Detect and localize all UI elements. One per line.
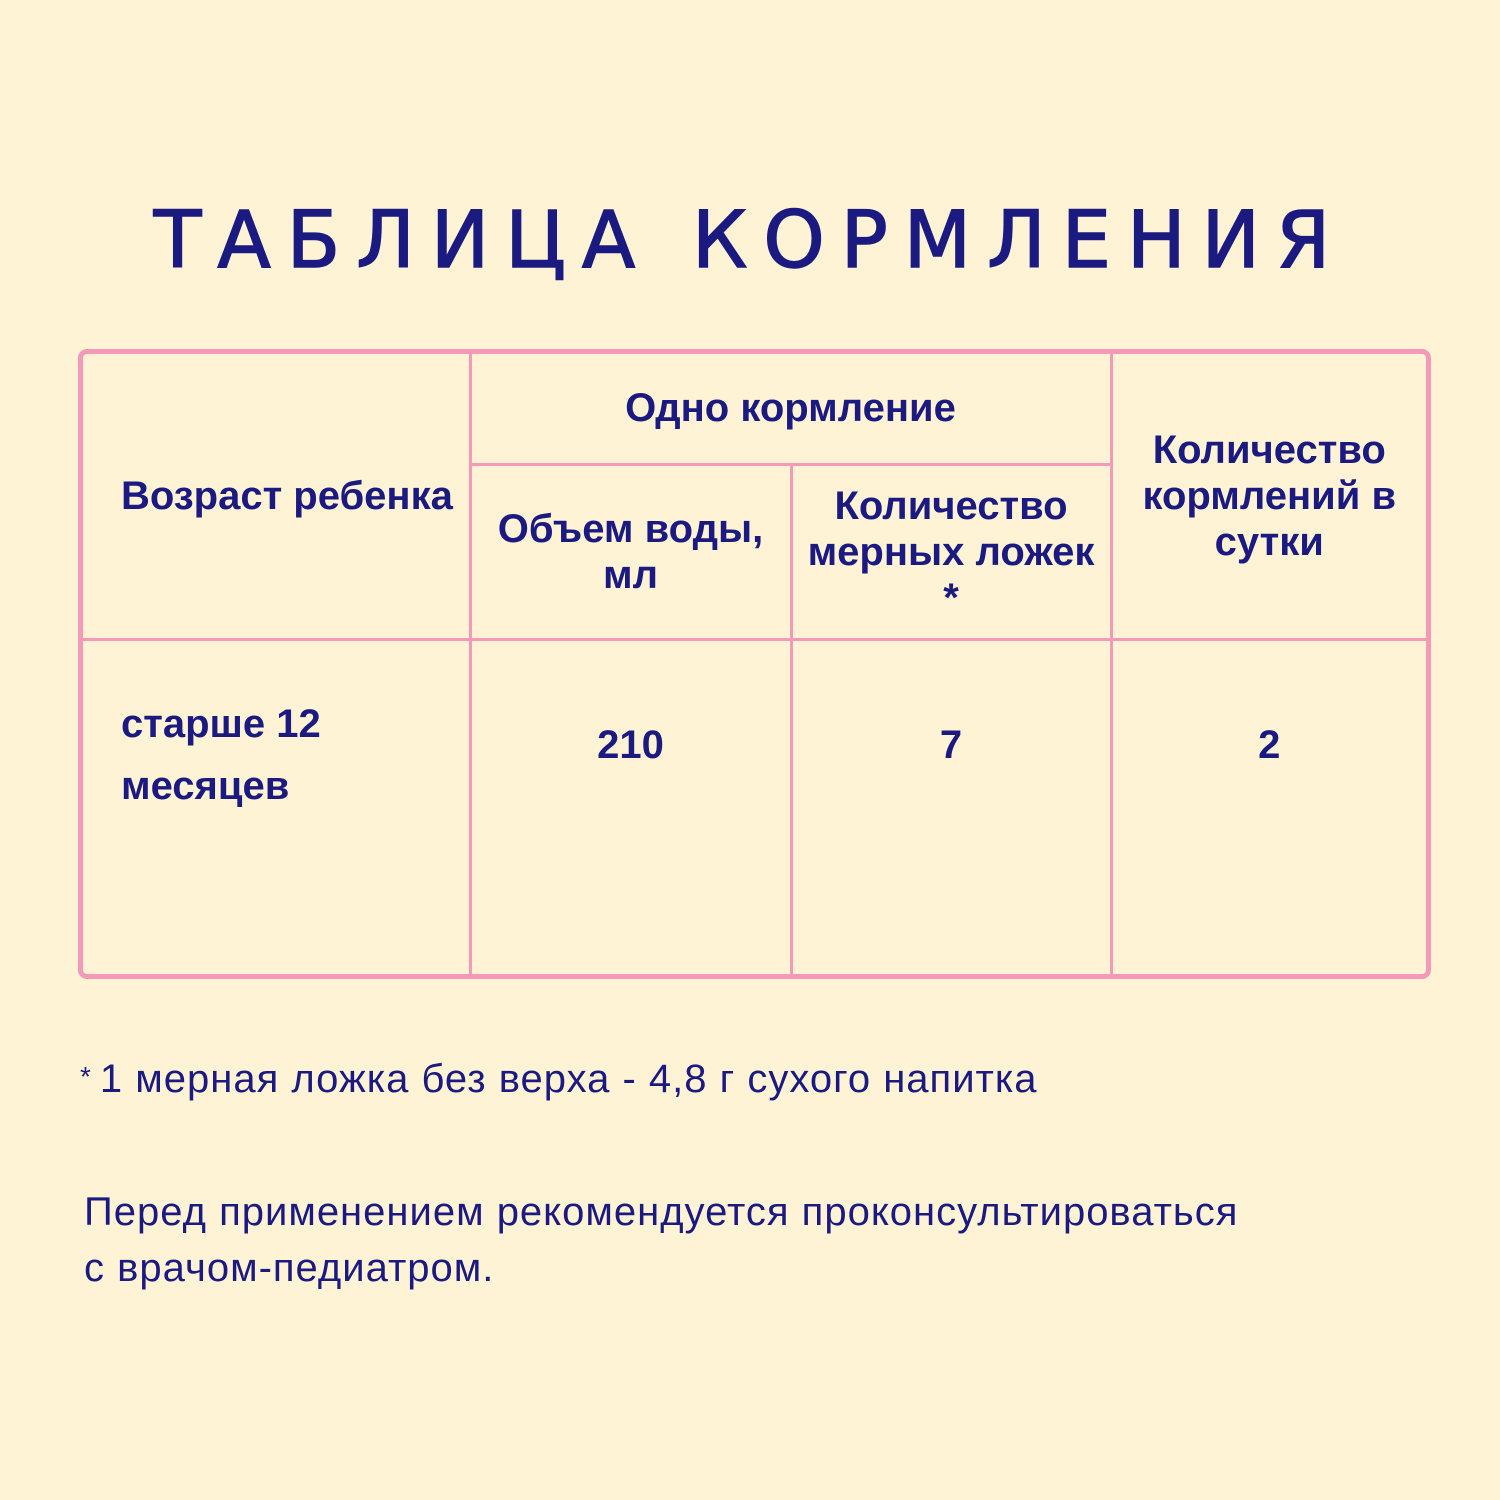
cell-spoons: 7 — [791, 639, 1111, 974]
footnote-asterisk: * — [80, 1061, 92, 1092]
header-one-feeding: Одно кормление — [470, 354, 1111, 464]
cell-age: старше 12 месяцев — [83, 639, 470, 974]
footnote — [80, 1052, 1038, 1104]
cell-water-volume: 210 — [470, 639, 791, 974]
header-age: Возраст ребенка — [83, 354, 470, 639]
header-feedings-per-day: Количество кормлений в сутки — [1111, 354, 1426, 639]
feeding-table-grid — [83, 354, 1426, 974]
advice-line-2: с врачом-педиатром. — [84, 1246, 495, 1290]
page-title: ТАБЛИЦА КОРМЛЕНИЯ — [153, 196, 1347, 286]
advice-text — [84, 1184, 1384, 1296]
table-header-row — [83, 354, 1426, 464]
feeding-table — [78, 349, 1431, 979]
cell-feedings-per-day: 2 — [1111, 639, 1426, 974]
header-water-volume: Объем воды, мл — [470, 464, 791, 639]
table-row — [83, 639, 1426, 974]
footnote-text: 1 мерная ложка без верха - 4,8 г сухого напитка — [99, 1057, 1038, 1101]
header-spoons: Количество мерных ложек * — [791, 464, 1111, 639]
advice-line-1: Перед применением рекомендуется проконсультироваться — [84, 1190, 1239, 1234]
